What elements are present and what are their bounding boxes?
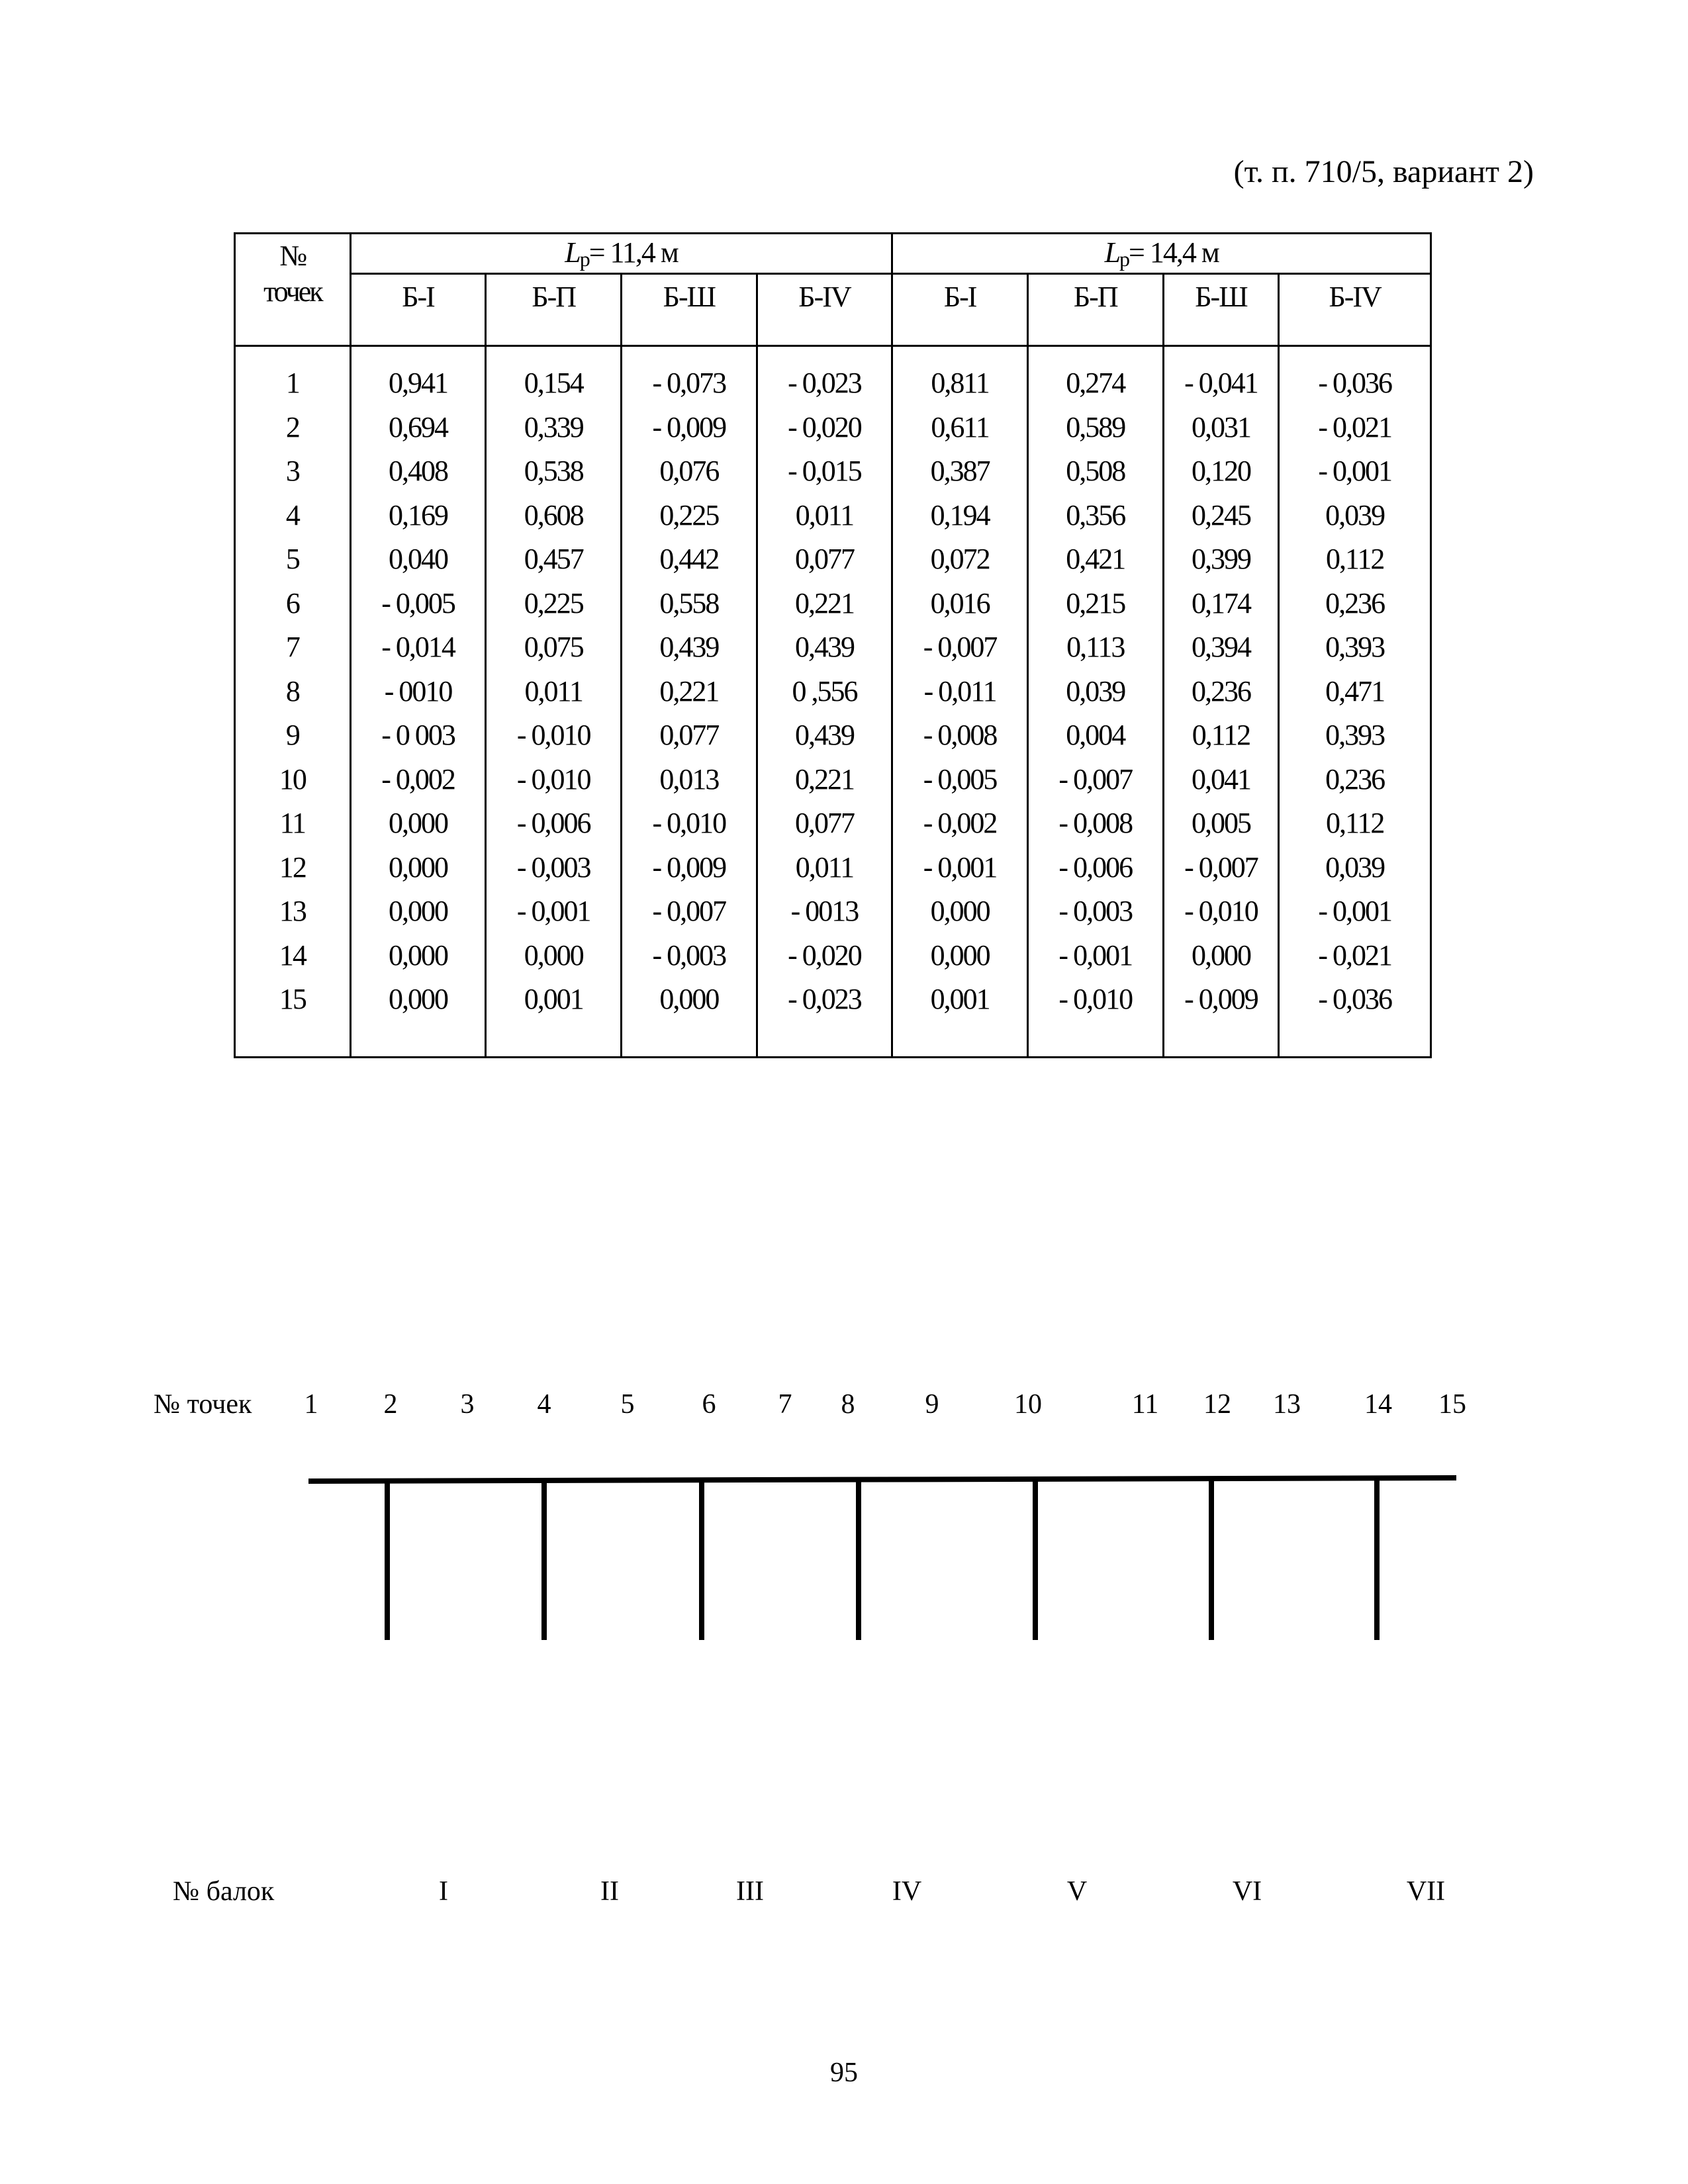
- table-cell: 0,339: [486, 406, 622, 450]
- table-cell: 0,000: [622, 978, 757, 1057]
- table-cell: 0,236: [1279, 582, 1431, 626]
- length-symbol: L: [565, 236, 580, 269]
- table-cell: 0,538: [486, 449, 622, 494]
- table-cell: 0,408: [350, 449, 486, 494]
- point-number-cell: 12: [235, 846, 351, 890]
- length-subscript: p: [1119, 247, 1129, 271]
- beam-label: I: [439, 1876, 448, 1907]
- column-header: Б-IV: [1279, 274, 1431, 346]
- table-cell: - 0,010: [486, 713, 622, 758]
- table-cell: 0,421: [1027, 537, 1163, 582]
- table-cell: 0,120: [1163, 449, 1279, 494]
- table-cell: - 0,021: [1279, 406, 1431, 450]
- table-cell: - 0010: [350, 670, 486, 714]
- point-number-cell: 6: [235, 582, 351, 626]
- table-cell: 0,000: [486, 934, 622, 978]
- table-cell: 0,439: [757, 625, 892, 670]
- table-cell: 0,608: [486, 494, 622, 538]
- table-cell: - 0,073: [622, 346, 757, 406]
- table-cell: - 0,009: [622, 846, 757, 890]
- table-cell: 0,394: [1163, 625, 1279, 670]
- point-number-cell: 13: [235, 889, 351, 934]
- table-cell: 0,077: [622, 713, 757, 758]
- point-number-cell: 1: [235, 346, 351, 406]
- beam-label: V: [1066, 1876, 1088, 1907]
- point-label: 2: [383, 1389, 398, 1420]
- point-label: 14: [1364, 1389, 1392, 1420]
- table-cell: 0,439: [622, 625, 757, 670]
- table-cell: 0,041: [1163, 758, 1279, 802]
- table-cell: 0,215: [1027, 582, 1163, 626]
- table-cell: - 0,007: [1163, 846, 1279, 890]
- table-cell: 0,039: [1279, 846, 1431, 890]
- table-cell: 0,439: [757, 713, 892, 758]
- table-cell: - 0,001: [892, 846, 1028, 890]
- points-label: № точек: [154, 1389, 252, 1420]
- table-cell: 0,225: [622, 494, 757, 538]
- table-cell: - 0,001: [1027, 934, 1163, 978]
- table-cell: 0,393: [1279, 713, 1431, 758]
- table-cell: 0,356: [1027, 494, 1163, 538]
- table-cell: - 0,023: [757, 346, 892, 406]
- table-cell: 0,589: [1027, 406, 1163, 450]
- point-number-cell: 9: [235, 713, 351, 758]
- table-cell: 0,000: [892, 934, 1028, 978]
- group-value: = 14,4 м: [1129, 236, 1219, 269]
- page-number: 95: [830, 2058, 858, 2088]
- column-header: Б-П: [486, 274, 622, 346]
- point-label: 1: [304, 1389, 318, 1420]
- point-label: 10: [1014, 1389, 1042, 1420]
- beams-label: № балок: [173, 1876, 275, 1907]
- table-cell: 0,399: [1163, 537, 1279, 582]
- table-cell: - 0,015: [757, 449, 892, 494]
- table-cell: - 0,010: [622, 801, 757, 846]
- table-cell: - 0,008: [1027, 801, 1163, 846]
- point-number-cell: 11: [235, 801, 351, 846]
- table-cell: - 0,005: [350, 582, 486, 626]
- table-cell: 0,174: [1163, 582, 1279, 626]
- table-cell: 0,442: [622, 537, 757, 582]
- point-number-cell: 7: [235, 625, 351, 670]
- table-cell: - 0,007: [1027, 758, 1163, 802]
- point-label: 7: [778, 1389, 792, 1420]
- table-cell: - 0,020: [757, 406, 892, 450]
- table-cell: - 0,010: [486, 758, 622, 802]
- table-cell: - 0,001: [1279, 449, 1431, 494]
- points-word: точек: [263, 275, 322, 308]
- table-cell: - 0,005: [892, 758, 1028, 802]
- beam-label: III: [736, 1876, 764, 1907]
- beam-label: II: [600, 1876, 619, 1907]
- point-label: 15: [1438, 1389, 1466, 1420]
- table-cell: - 0,003: [1027, 889, 1163, 934]
- table-cell: 0,000: [892, 889, 1028, 934]
- length-symbol: L: [1104, 236, 1120, 269]
- point-label: 13: [1273, 1389, 1301, 1420]
- table-cell: 0,508: [1027, 449, 1163, 494]
- number-sign: №: [279, 240, 306, 272]
- table-cell: 0,000: [350, 889, 486, 934]
- table-cell: - 0,009: [1163, 978, 1279, 1057]
- table-cell: 0,011: [757, 846, 892, 890]
- table-cell: 0,031: [1163, 406, 1279, 450]
- table-cell: 0,000: [350, 978, 486, 1057]
- table-cell: 0,000: [350, 801, 486, 846]
- point-label: 5: [620, 1389, 635, 1420]
- point-label: 3: [460, 1389, 475, 1420]
- table-cell: - 0,020: [757, 934, 892, 978]
- table-cell: - 0,002: [350, 758, 486, 802]
- table-cell: - 0,010: [1027, 978, 1163, 1057]
- table-cell: 0,169: [350, 494, 486, 538]
- table-cell: 0,558: [622, 582, 757, 626]
- point-label: 12: [1203, 1389, 1231, 1420]
- point-label: 9: [925, 1389, 939, 1420]
- table-cell: 0,694: [350, 406, 486, 450]
- table-cell: 0,000: [350, 934, 486, 978]
- point-number-cell: 3: [235, 449, 351, 494]
- table-cell: - 0 003: [350, 713, 486, 758]
- column-header: Б-I: [892, 274, 1028, 346]
- table-cell: 0,077: [757, 537, 892, 582]
- table-cell: 0,039: [1027, 670, 1163, 714]
- column-header: Б-I: [350, 274, 486, 346]
- table-cell: 0,016: [892, 582, 1028, 626]
- table-reference: (т. п. 710/5, вариант 2): [1233, 154, 1534, 189]
- column-header: Б-Ш: [622, 274, 757, 346]
- table-cell: 0,011: [757, 494, 892, 538]
- table-cell: 0,001: [892, 978, 1028, 1057]
- table-cell: 0,221: [757, 758, 892, 802]
- table-cell: 0,154: [486, 346, 622, 406]
- table-cell: - 0,003: [486, 846, 622, 890]
- table-cell: 0,040: [350, 537, 486, 582]
- table-cell: 0,236: [1163, 670, 1279, 714]
- table-cell: - 0,014: [350, 625, 486, 670]
- table-cell: 0,005: [1163, 801, 1279, 846]
- table-cell: - 0,023: [757, 978, 892, 1057]
- beam-label: IV: [892, 1876, 922, 1907]
- table-cell: - 0,011: [892, 670, 1028, 714]
- table-cell: 0,611: [892, 406, 1028, 450]
- table-cell: 0,236: [1279, 758, 1431, 802]
- point-number-cell: 2: [235, 406, 351, 450]
- table-cell: 0 ,556: [757, 670, 892, 714]
- point-label: 8: [841, 1389, 855, 1420]
- table-cell: - 0,010: [1163, 889, 1279, 934]
- table-cell: 0,221: [622, 670, 757, 714]
- point-label: 4: [537, 1389, 551, 1420]
- table-cell: 0,811: [892, 346, 1028, 406]
- point-number-cell: 10: [235, 758, 351, 802]
- beam-label: VI: [1232, 1876, 1262, 1907]
- table-cell: 0,113: [1027, 625, 1163, 670]
- point-number-cell: 4: [235, 494, 351, 538]
- table-cell: - 0,041: [1163, 346, 1279, 406]
- group-value: = 11,4 м: [588, 236, 678, 269]
- table-cell: 0,004: [1027, 713, 1163, 758]
- point-number-cell: 5: [235, 537, 351, 582]
- table-cell: 0,112: [1279, 537, 1431, 582]
- table-cell: 0,194: [892, 494, 1028, 538]
- table-cell: 0,393: [1279, 625, 1431, 670]
- table-cell: 0,245: [1163, 494, 1279, 538]
- table-cell: 0,112: [1163, 713, 1279, 758]
- point-number-cell: 15: [235, 978, 351, 1057]
- table-cell: - 0,007: [622, 889, 757, 934]
- table-cell: 0,471: [1279, 670, 1431, 714]
- table-cell: 0,075: [486, 625, 622, 670]
- column-header: Б-IV: [757, 274, 892, 346]
- table-cell: 0,221: [757, 582, 892, 626]
- table-cell: - 0,036: [1279, 346, 1431, 406]
- table-cell: - 0,007: [892, 625, 1028, 670]
- table-cell: 0,225: [486, 582, 622, 626]
- table-cell: - 0,001: [1279, 889, 1431, 934]
- table-cell: 0,072: [892, 537, 1028, 582]
- point-number-cell: 14: [235, 934, 351, 978]
- table-cell: 0,274: [1027, 346, 1163, 406]
- table-cell: 0,000: [1163, 934, 1279, 978]
- table-cell: 0,000: [350, 846, 486, 890]
- column-header: Б-Ш: [1163, 274, 1279, 346]
- table-cell: - 0,036: [1279, 978, 1431, 1057]
- point-label: 6: [702, 1389, 716, 1420]
- table-cell: - 0013: [757, 889, 892, 934]
- table-cell: 0,013: [622, 758, 757, 802]
- table-cell: 0,077: [757, 801, 892, 846]
- table-cell: 0,387: [892, 449, 1028, 494]
- table-cell: - 0,006: [486, 801, 622, 846]
- table-cell: 0,001: [486, 978, 622, 1057]
- table-cell: 0,076: [622, 449, 757, 494]
- table-cell: - 0,003: [622, 934, 757, 978]
- length-subscript: p: [579, 247, 589, 271]
- column-header: Б-П: [1027, 274, 1163, 346]
- table-cell: - 0,006: [1027, 846, 1163, 890]
- table-cell: 0,039: [1279, 494, 1431, 538]
- table-cell: - 0,001: [486, 889, 622, 934]
- point-label: 11: [1131, 1389, 1159, 1420]
- deck-line: [308, 1478, 1456, 1481]
- table-cell: - 0,009: [622, 406, 757, 450]
- table-cell: 0,941: [350, 346, 486, 406]
- point-number-cell: 8: [235, 670, 351, 714]
- table-cell: - 0,002: [892, 801, 1028, 846]
- table-cell: - 0,021: [1279, 934, 1431, 978]
- beam-label: VII: [1406, 1876, 1446, 1907]
- table-cell: 0,457: [486, 537, 622, 582]
- table-cell: - 0,008: [892, 713, 1028, 758]
- table-cell: 0,112: [1279, 801, 1431, 846]
- table-cell: 0,011: [486, 670, 622, 714]
